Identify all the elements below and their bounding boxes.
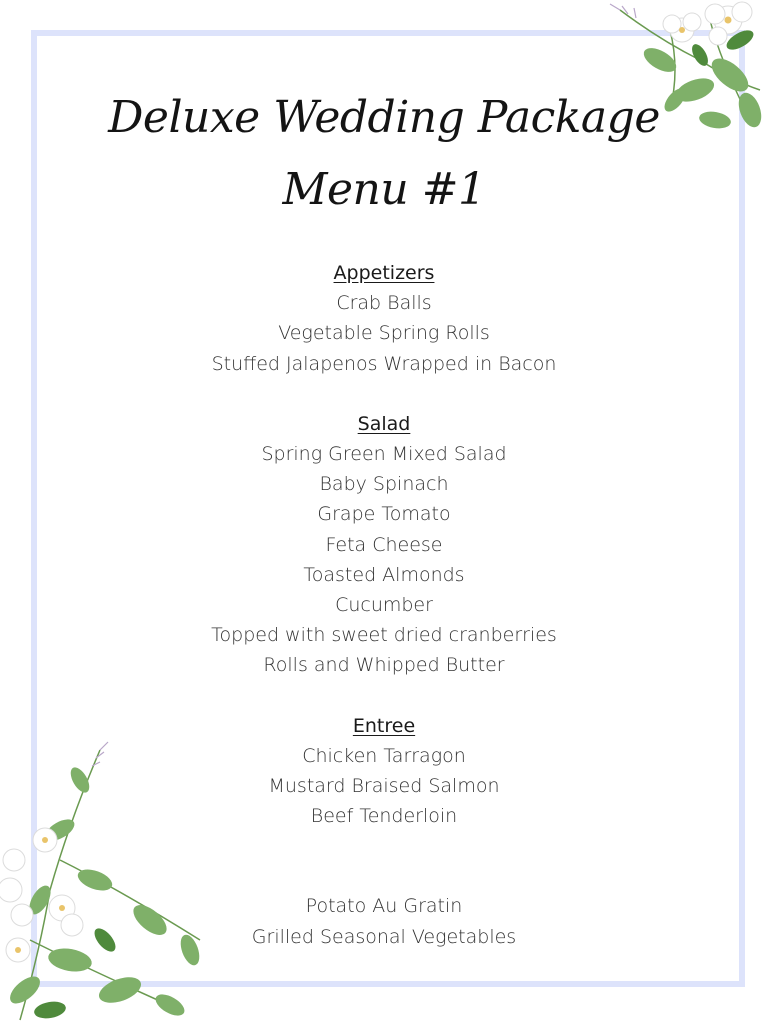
menu-item: Baby Spinach	[319, 473, 449, 496]
menu-item: Crab Balls	[336, 292, 432, 315]
menu-item: Feta Cheese	[325, 533, 443, 556]
section-heading: Entree	[352, 714, 416, 737]
menu-item: Cucumber	[335, 594, 433, 617]
salad-section	[0, 409, 768, 681]
section-heading: Appetizers	[333, 262, 435, 284]
menu-item: Chicken Tarragon	[302, 744, 466, 767]
menu-item: Rolls and Whipped Butter	[263, 654, 505, 677]
menu-item: Mustard Braised Salmon	[268, 775, 500, 798]
menu-item: Grape Tomato	[317, 503, 451, 526]
menu-item: Topped with sweet dried cranberries	[211, 624, 557, 647]
menu-item: Beef Tenderloin	[310, 805, 458, 828]
menu-list	[0, 258, 768, 982]
menu-item: Potato Au Gratin	[305, 895, 463, 918]
menu-item: Spring Green Mixed Salad	[261, 443, 507, 466]
menu-item: Stuffed Jalapenos Wrapped in Bacon	[211, 352, 557, 375]
entree-section	[0, 711, 768, 832]
section-heading: Salad	[357, 412, 411, 435]
menu-item: Toasted Almonds	[303, 563, 465, 586]
menu-subtitle: Menu #1	[282, 164, 486, 215]
appetizers-section	[0, 258, 768, 379]
menu-title: Deluxe Wedding Package	[108, 92, 660, 143]
menu-item: Vegetable Spring Rolls	[278, 322, 490, 345]
menu-item: Grilled Seasonal Vegetables	[251, 925, 517, 948]
sides-section	[0, 891, 768, 951]
